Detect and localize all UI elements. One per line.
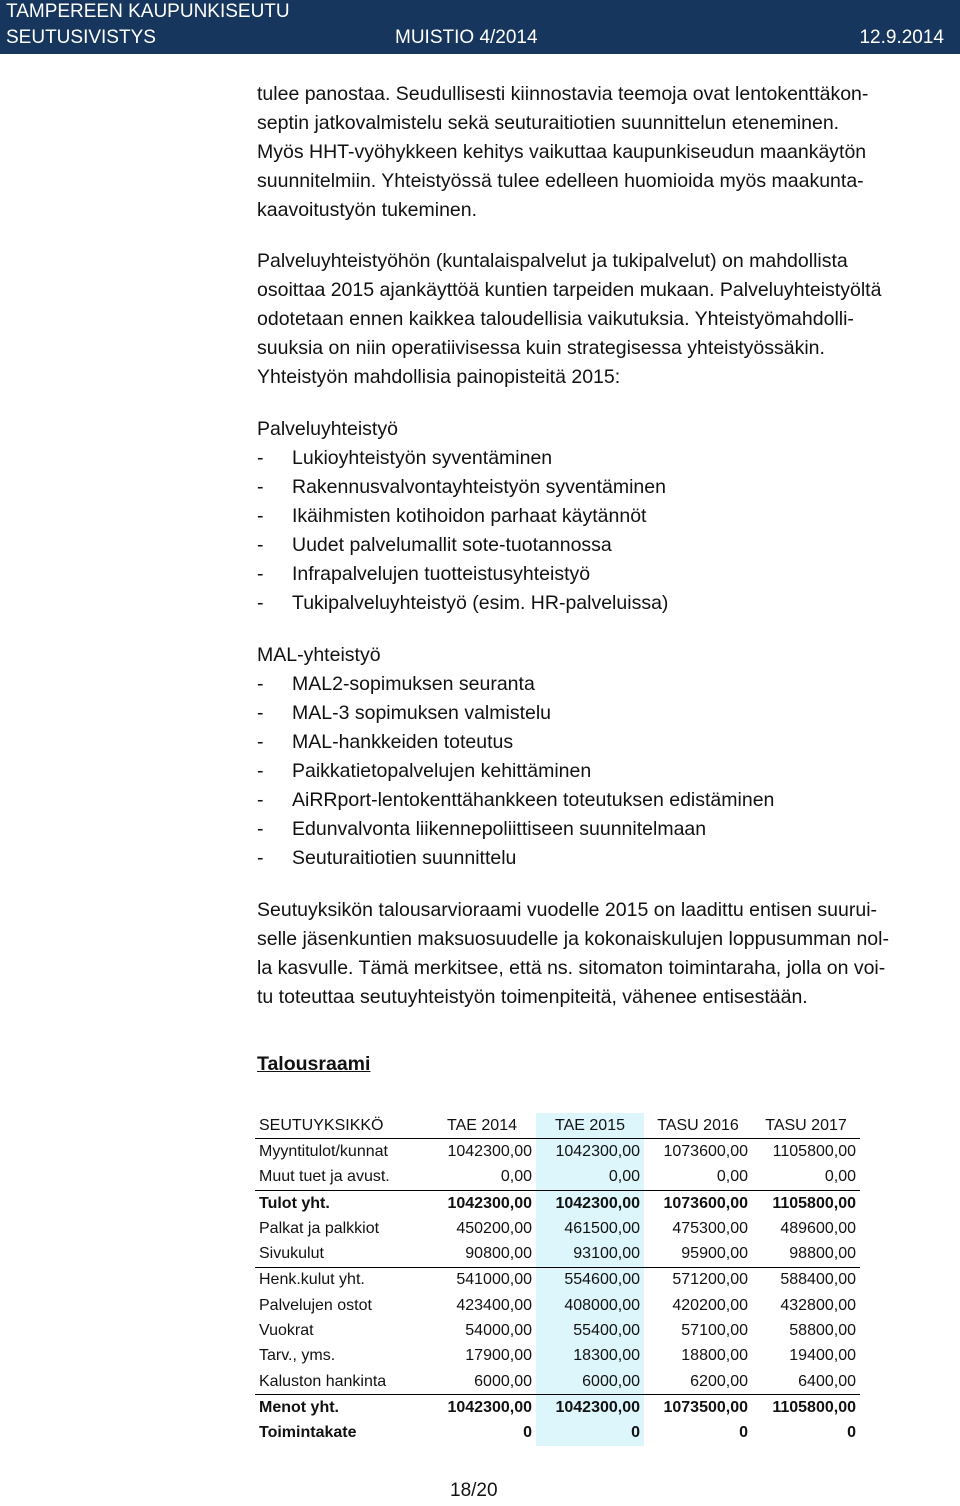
table-row xyxy=(255,1318,860,1343)
table-cell: 1042300,00 xyxy=(428,1190,536,1216)
list-item: - Seuturaitiotien suunnittelu xyxy=(257,847,517,869)
table-cell: Muut tuet ja avust. xyxy=(259,1168,390,1186)
table-cell: 408000,00 xyxy=(536,1293,644,1318)
table-cell: 90800,00 xyxy=(465,1245,532,1263)
table-cell: 1042300,00 xyxy=(536,1395,644,1421)
text-line: tu toteuttaa seutuyhteistyön toimenpiteitä, vähenee entisestään. xyxy=(257,986,808,1008)
table-cell: 1042300,00 xyxy=(536,1139,644,1165)
header-org: TAMPEREEN KAUPUNKISEUTU xyxy=(6,1,290,22)
table-header-cell: TAE 2015 xyxy=(536,1113,644,1139)
table-cell: Vuokrat xyxy=(259,1322,314,1340)
table-cell: 1042300,00 xyxy=(536,1190,644,1216)
section-title-talousraami: Talousraami xyxy=(257,1053,371,1075)
header-memo: MUISTIO 4/2014 xyxy=(395,27,538,48)
text-line: Palveluyhteistyöhön (kuntalaispalvelut ja tukipalvelut) on mahdollista xyxy=(257,250,848,272)
table-cell: Palvelujen ostot xyxy=(259,1296,372,1314)
table-row xyxy=(255,1216,860,1241)
table-cell: 54000,00 xyxy=(465,1322,532,1340)
list-item: - MAL-3 sopimuksen valmistelu xyxy=(257,702,552,724)
table-cell: 423400,00 xyxy=(456,1296,532,1314)
header-unit: SEUTUSIVISTYS xyxy=(6,27,156,48)
table-cell: 450200,00 xyxy=(456,1219,532,1237)
table-row xyxy=(255,1241,860,1267)
table-cell: 461500,00 xyxy=(536,1216,644,1241)
table-cell: Sivukulut xyxy=(259,1245,324,1263)
table-row xyxy=(255,1267,860,1293)
table-cell: 6000,00 xyxy=(536,1369,644,1395)
table-header-cell: TASU 2017 xyxy=(752,1113,860,1139)
table-cell: 475300,00 xyxy=(672,1219,748,1237)
table-cell: 0,00 xyxy=(824,1168,856,1186)
table-cell: 1105800,00 xyxy=(752,1395,860,1421)
table-header-cell: TAE 2014 xyxy=(428,1113,536,1139)
table-cell: 1105800,00 xyxy=(752,1190,860,1216)
table-cell: 95900,00 xyxy=(681,1245,748,1263)
text-line: odotetaan ennen kaikkea taloudellisia vaikutuksia. Yhteistyömahdolli- xyxy=(257,308,854,330)
table-cell: 6000,00 xyxy=(474,1372,532,1390)
table-cell: 18800,00 xyxy=(681,1347,748,1365)
table-cell: 19400,00 xyxy=(789,1347,856,1365)
table-row xyxy=(255,1190,860,1216)
text-line: suunnitelmiin. Yhteistyössä tulee edelleen huomioida myös maakunta- xyxy=(257,170,864,192)
text-line: tulee panostaa. Seudullisesti kiinnostavia teemoja ovat lentokenttäkon- xyxy=(257,83,869,105)
table-cell: 6400,00 xyxy=(798,1372,856,1390)
table-cell: 571200,00 xyxy=(644,1267,752,1293)
table-cell: 1073600,00 xyxy=(644,1190,752,1216)
text-line: septin jatkovalmistelu sekä seuturaitiotien suunnittelun eteneminen. xyxy=(257,112,840,134)
text-line: kaavoitustyön tukeminen. xyxy=(257,199,478,221)
table-cell: 0,00 xyxy=(536,1165,644,1191)
list-item: - Rakennusvalvontayhteistyön syventäminen xyxy=(257,476,666,498)
list-title-palveluyhteistyo: Palveluyhteistyö xyxy=(257,418,398,440)
table-cell: 98800,00 xyxy=(789,1245,856,1263)
text-line: Yhteistyön mahdollisia painopisteitä 2015: xyxy=(257,366,621,388)
table-row xyxy=(255,1395,860,1421)
list-title-mal: MAL-yhteistyö xyxy=(257,644,381,666)
list-item: - Ikäihmisten kotihoidon parhaat käytännöt xyxy=(257,505,647,527)
text-line: selle jäsenkuntien maksuosuudelle ja kokonaiskulujen loppusumman nol- xyxy=(257,928,889,950)
table-cell: Menot yht. xyxy=(255,1395,428,1421)
list-item: - MAL-hankkeiden toteutus xyxy=(257,731,514,753)
table-header-cell: TASU 2016 xyxy=(644,1113,752,1139)
table-cell: 0,00 xyxy=(716,1168,748,1186)
text-line: Seutuyksikön talousarvioraami vuodelle 2015 on laadittu entisen suurui- xyxy=(257,899,878,921)
page-header xyxy=(0,0,960,54)
table-cell: 93100,00 xyxy=(536,1241,644,1267)
table-cell: Palkat ja palkkiot xyxy=(259,1219,380,1237)
table-cell: 1073500,00 xyxy=(644,1395,752,1421)
intro-paragraph xyxy=(257,80,957,225)
table-cell: 1042300,00 xyxy=(428,1395,536,1421)
table-cell: 0 xyxy=(523,1424,532,1442)
list-item: - Paikkatietopalvelujen kehittäminen xyxy=(257,760,592,782)
table-row xyxy=(255,1369,860,1395)
table-cell: Tulot yht. xyxy=(255,1190,428,1216)
table-header-cell: SEUTUYKSIKKÖ xyxy=(255,1113,428,1139)
table-cell: Myyntitulot/kunnat xyxy=(259,1142,388,1160)
table-cell: 6200,00 xyxy=(690,1372,748,1390)
priority-list-mal xyxy=(257,670,957,873)
table-cell: 420200,00 xyxy=(672,1296,748,1314)
table-cell: Kaluston hankinta xyxy=(259,1372,387,1390)
table-cell: 0 xyxy=(847,1424,856,1442)
services-paragraph xyxy=(257,247,957,392)
table-cell: 18300,00 xyxy=(536,1344,644,1369)
document-body xyxy=(257,80,957,1079)
table-cell: 1042300,00 xyxy=(447,1142,532,1160)
list-item: - Lukioyhteistyön syventäminen xyxy=(257,447,553,469)
table-row xyxy=(255,1421,860,1446)
table-cell: Toimintakate xyxy=(259,1424,357,1442)
table-row xyxy=(255,1165,860,1191)
table-cell: 17900,00 xyxy=(465,1347,532,1365)
text-line: la kasvulle. Tämä merkitsee, että ns. sitomaton toimintaraha, jolla on voi- xyxy=(257,957,886,979)
table-cell: Henk.kulut yht. xyxy=(255,1267,428,1293)
table-cell: Tarv., yms. xyxy=(259,1347,336,1365)
list-item: - Uudet palvelumallit sote-tuotannossa xyxy=(257,534,612,556)
table-cell: 489600,00 xyxy=(780,1219,856,1237)
page-number: 18/20 xyxy=(450,1480,498,1501)
table-cell: 432800,00 xyxy=(780,1296,856,1314)
text-line: Myös HHT-vyöhykkeen kehitys vaikuttaa kaupunkiseudun maankäytön xyxy=(257,141,867,163)
table-cell: 0,00 xyxy=(500,1168,532,1186)
table-cell: 554600,00 xyxy=(536,1267,644,1293)
list-item: - Tukipalveluyhteistyö (esim. HR-palveluissa) xyxy=(257,592,669,614)
budget-paragraph xyxy=(257,896,957,1012)
priority-list-services xyxy=(257,444,957,618)
table-cell: 588400,00 xyxy=(752,1267,860,1293)
table-header-row xyxy=(255,1113,860,1139)
text-line: suuksia on niin operatiivisessa kuin strategisessa yhteistyössäkin. xyxy=(257,337,825,359)
table-cell: 1105800,00 xyxy=(772,1142,856,1160)
table-cell: 0 xyxy=(739,1424,748,1442)
header-date: 12.9.2014 xyxy=(859,27,944,48)
text-line: osoittaa 2015 ajankäyttöä kuntien tarpeiden mukaan. Palveluyhteistyöltä xyxy=(257,279,882,301)
table-cell: 1073600,00 xyxy=(663,1142,748,1160)
table-row xyxy=(255,1139,860,1165)
list-item: - AiRRport-lentokenttähankkeen toteutuksen edistäminen xyxy=(257,789,775,811)
table-cell: 57100,00 xyxy=(681,1322,748,1340)
table-cell: 541000,00 xyxy=(428,1267,536,1293)
list-item: - MAL2-sopimuksen seuranta xyxy=(257,673,535,695)
table-row xyxy=(255,1293,860,1318)
list-item: - Infrapalvelujen tuotteistusyhteistyö xyxy=(257,563,591,585)
table-cell: 58800,00 xyxy=(789,1322,856,1340)
table-row xyxy=(255,1344,860,1369)
table-cell: 55400,00 xyxy=(536,1318,644,1343)
budget-table xyxy=(255,1113,860,1446)
table-cell: 0 xyxy=(536,1421,644,1446)
list-item: - Edunvalvonta liikennepoliittiseen suunnitelmaan xyxy=(257,818,707,840)
